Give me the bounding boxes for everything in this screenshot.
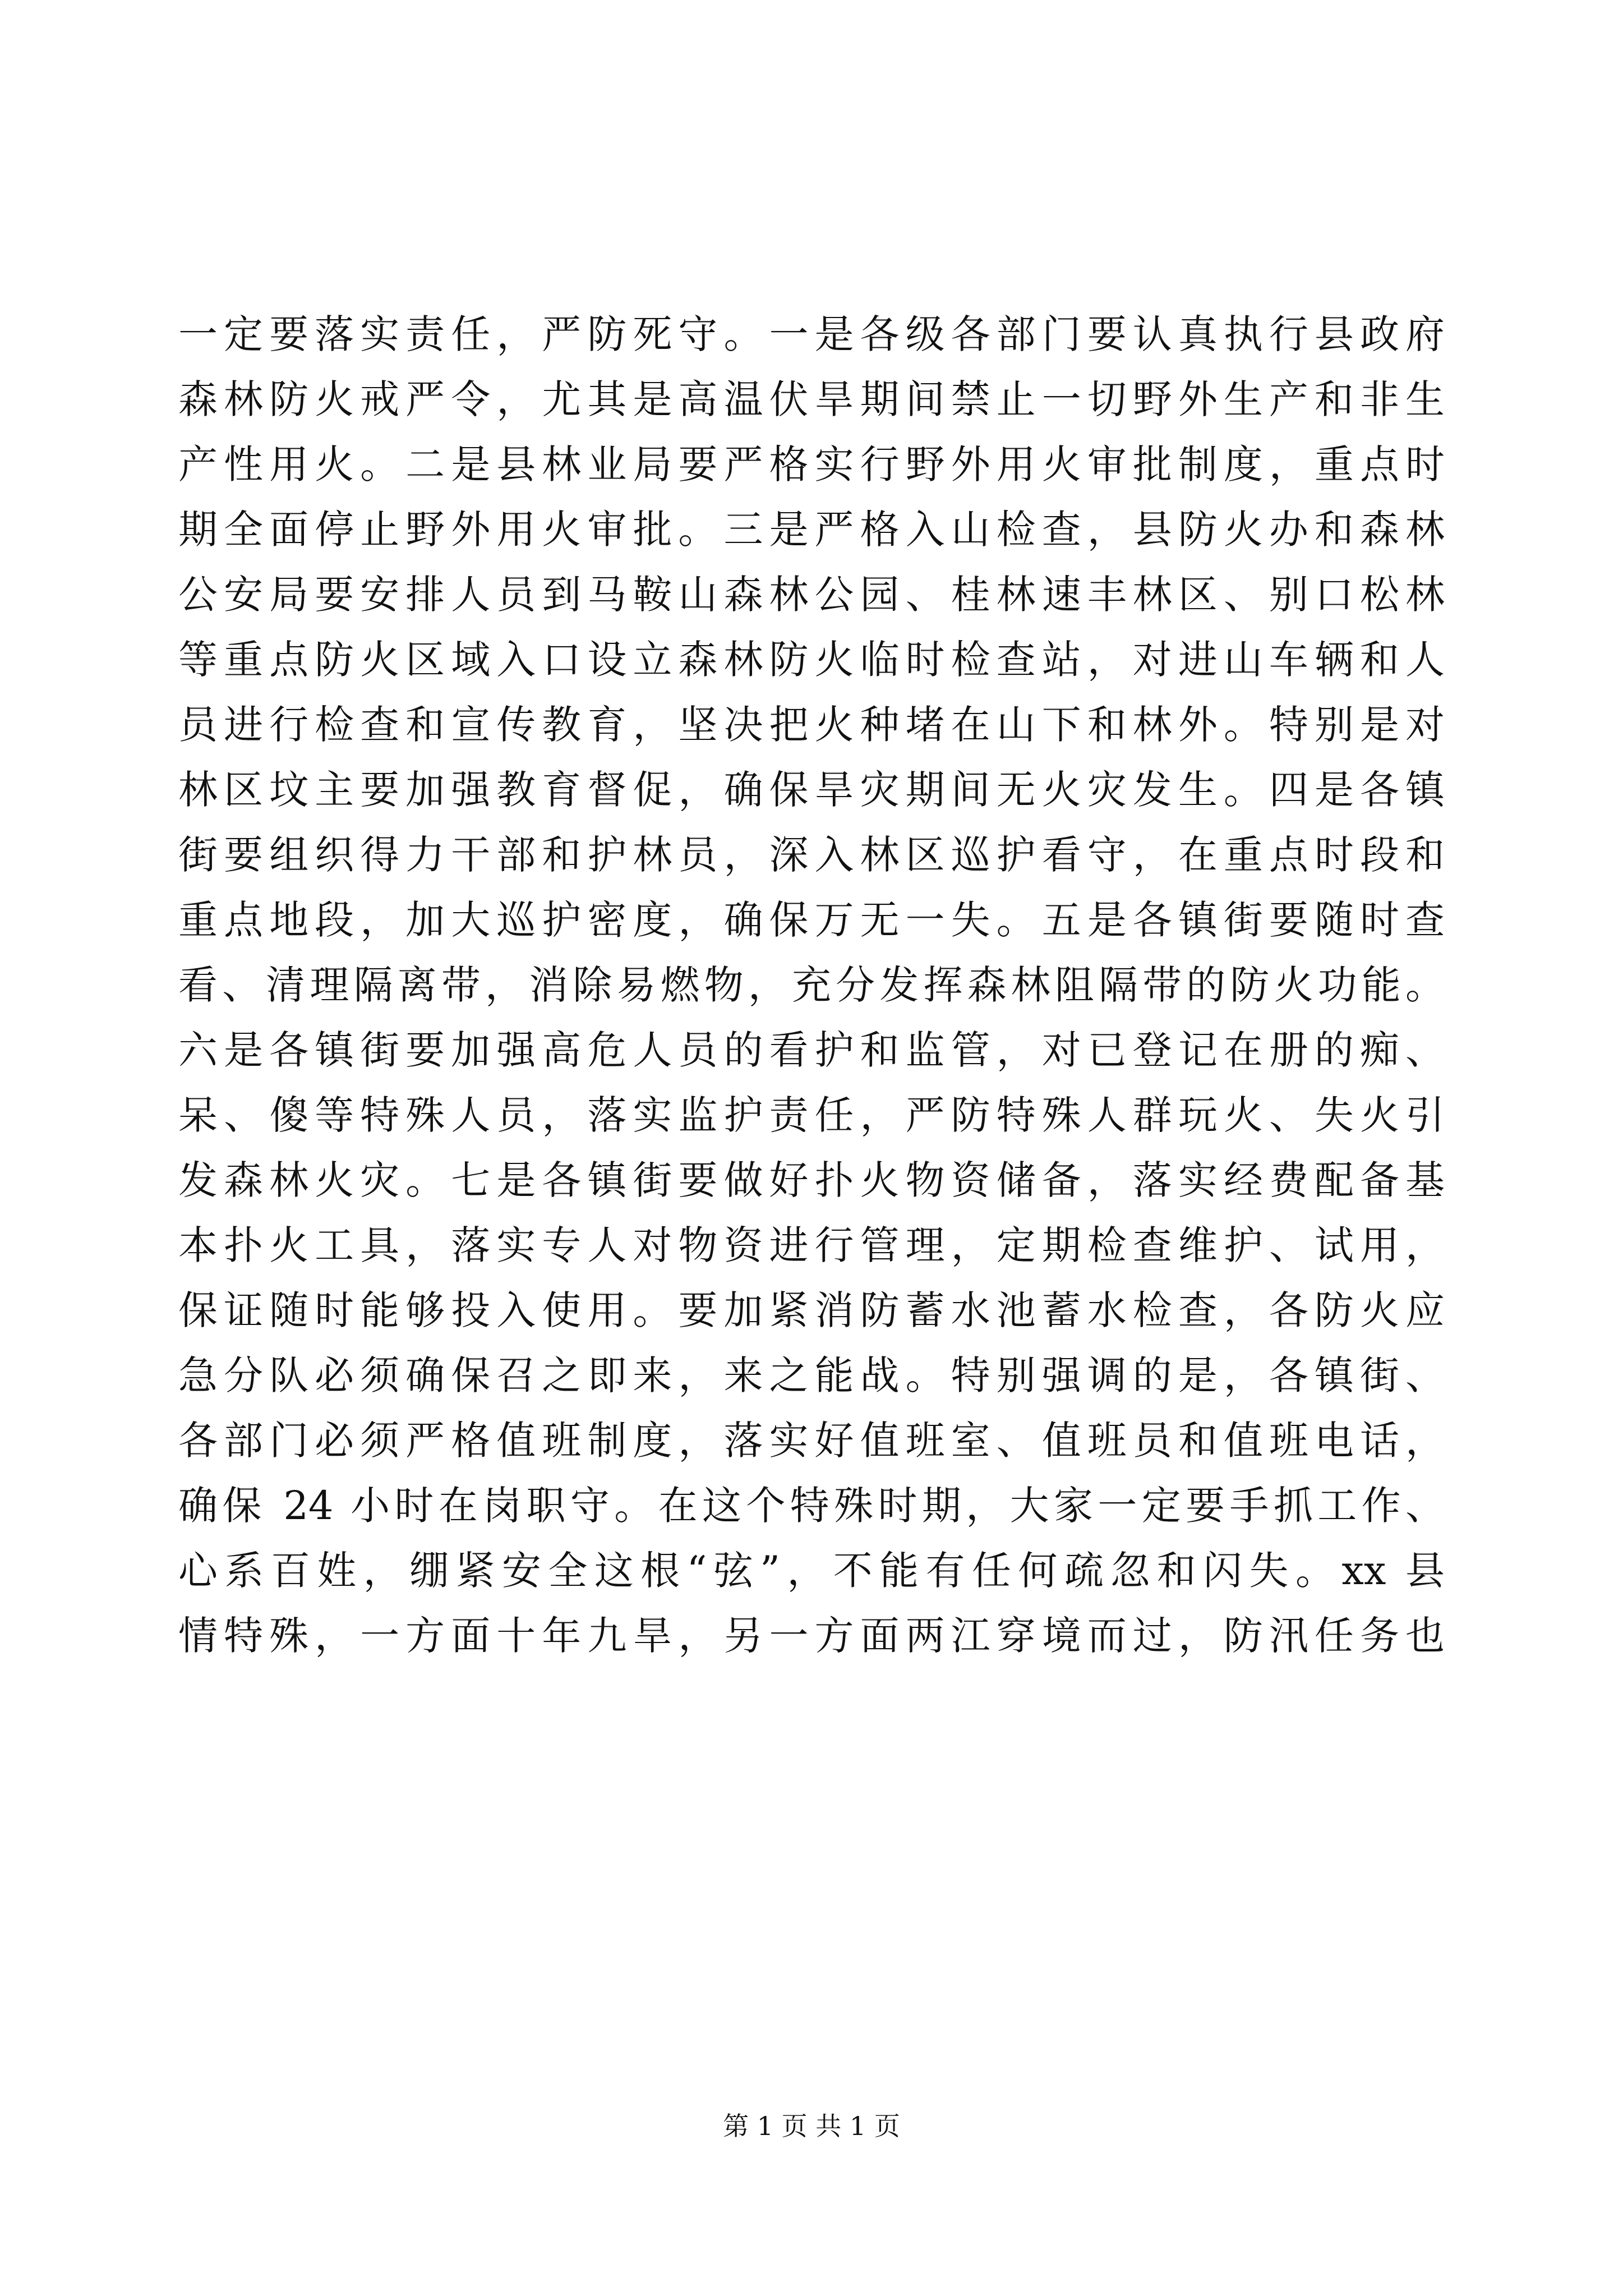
text-line: 等重点防火区域入口设立森林防火临时检查站，对进山车辆和人: [178, 637, 1445, 683]
text-line: 情特殊，一方面十年九旱，另一方面两江穿境而过，防汛任务也: [178, 1613, 1445, 1659]
text-line: 公安局要安排人员到马鞍山森林公园、桂林速丰林区、别口松林: [178, 572, 1445, 618]
text-line: 呆、傻等特殊人员，落实监护责任，严防特殊人群玩火、失火引: [178, 1092, 1445, 1138]
text-line: 期全面停止野外用火审批。三是严格入山检查，县防火办和森林: [178, 507, 1445, 553]
text-line: 六是各镇街要加强高危人员的看护和监管，对已登记在册的痴、: [178, 1027, 1445, 1073]
text-line: 本扑火工具，落实专人对物资进行管理，定期检查维护、试用，: [178, 1222, 1445, 1268]
text-line: 一定要落实责任，严防死守。一是各级各部门要认真执行县政府: [178, 311, 1445, 357]
text-line: 员进行检查和宣传教育，坚决把火种堵在山下和林外。特别是对: [178, 702, 1445, 748]
text-line: 产性用火。二是县林业局要严格实行野外用火审批制度，重点时: [178, 441, 1445, 487]
text-line: 看、清理隔离带，消除易燃物，充分发挥森林阻隔带的防火功能。: [178, 962, 1445, 1008]
text-line: 街要组织得力干部和护林员，深入林区巡护看守，在重点时段和: [178, 832, 1445, 878]
text-line: 确保 24 小时在岗职守。在这个特殊时期，大家一定要手抓工作、: [178, 1483, 1445, 1529]
text-line: 保证随时能够投入使用。要加紧消防蓄水池蓄水检查，各防火应: [178, 1287, 1445, 1333]
text-line: 发森林火灾。七是各镇街要做好扑火物资储备，落实经费配备基: [178, 1157, 1445, 1203]
text-line: 重点地段，加大巡护密度，确保万无一失。五是各镇街要随时查: [178, 897, 1445, 943]
page-footer: 第 1 页 共 1 页: [723, 2111, 900, 2141]
text-line: 森林防火戒严令，尤其是高温伏旱期间禁止一切野外生产和非生: [178, 376, 1445, 422]
text-line: 各部门必须严格值班制度，落实好值班室、值班员和值班电话，: [178, 1418, 1445, 1464]
document-body: [178, 302, 1445, 1668]
text-line: 林区坟主要加强教育督促，确保旱灾期间无火灾发生。四是各镇: [178, 767, 1445, 813]
text-line: 心系百姓，绷紧安全这根“弦”，不能有任何疏忽和闪失。xx 县: [178, 1548, 1445, 1594]
text-line: 急分队必须确保召之即来，来之能战。特别强调的是，各镇街、: [178, 1352, 1445, 1398]
